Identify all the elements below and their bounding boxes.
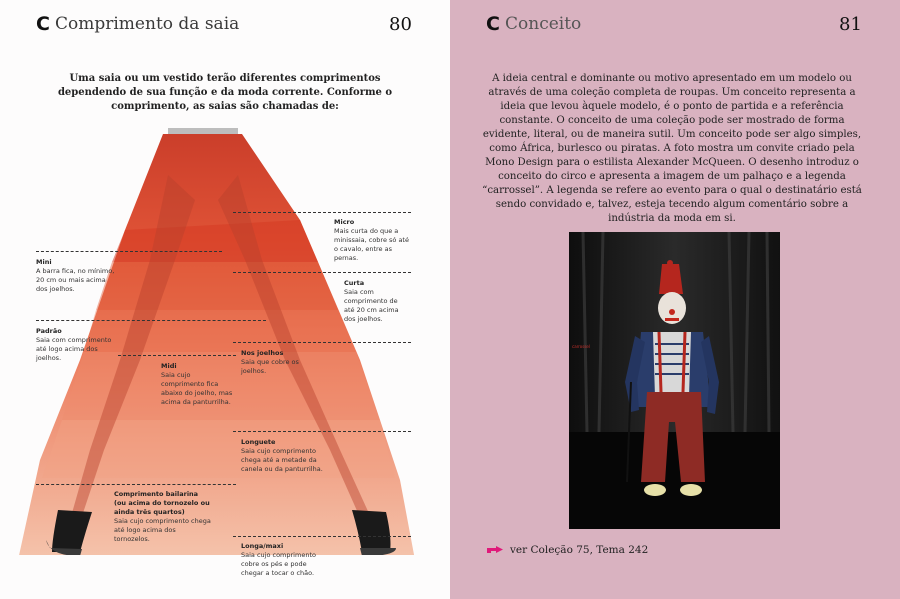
page-title: Conceito	[505, 14, 582, 34]
label-name: Longuete	[241, 438, 276, 446]
skirt-band	[96, 262, 338, 310]
label-micro	[334, 218, 412, 263]
guide-line-midi	[118, 355, 236, 356]
label-padrao	[36, 327, 112, 363]
label-bailarina	[114, 490, 212, 544]
cross-reference	[486, 544, 648, 556]
pointing-hand-icon	[486, 545, 504, 555]
section-letter: C	[486, 13, 500, 35]
intro-text: Uma saia ou um vestido terão diferentes comprimentos dependendo de sua função e da moda corrente. Conforme o comprimento, as saias são chamadas de:	[57, 73, 393, 112]
label-name: Mini	[36, 258, 52, 266]
guide-line-longa	[233, 536, 411, 537]
label-desc: Saia cujo comprimento chega até logo acima dos tornozelos.	[114, 517, 211, 543]
label-mini	[36, 258, 118, 294]
label-name: Longa/maxi	[241, 542, 284, 550]
label-longa	[241, 542, 327, 578]
label-desc: Mais curta do que a minissaia, cobre só até o cavalo, entre as pernas.	[334, 227, 409, 262]
label-longuete	[241, 438, 323, 474]
label-nos-joelhos	[241, 349, 307, 376]
svg-text:carrossel: carrossel	[572, 344, 590, 349]
label-desc: Saia cujo comprimento fica abaixo do joelho, mas acima da panturrilha.	[161, 371, 233, 406]
label-midi	[161, 362, 233, 407]
body-text: A ideia central e dominante ou motivo apresentado em um modelo ou através de uma coleção completa de roupas. Um conceito representa a ideia que levou àquele modelo, é o ponto de partida e a referência constante. O conceito de uma coleção pode ser mostrado de forma evidente, literal, ou de maneira sutil. Um conceito pode ser algo simples, como África, burlesco ou piratas. A foto mostra um convite criado pela Mono Design para o estilista Alexander McQueen. O desenho introduz o conceito do circo e apresenta a imagem de um palhaço e a legenda “carrossel”. A legenda se refere ao evento para o qual o destinatário está sendo convidado e, talvez, esteja tecendo algum comentário sobre a indústria da moda em si.	[482, 73, 862, 224]
page-title: Comprimento da saia	[55, 14, 240, 34]
page-number: 80	[389, 14, 412, 35]
label-name: Curta	[344, 279, 365, 287]
label-name: Midi	[161, 362, 177, 370]
label-desc: Saia com comprimento até logo acima dos joelhos.	[36, 336, 112, 362]
page-number: 81	[839, 14, 862, 35]
label-desc: Saia que cobre os joelhos.	[241, 358, 299, 375]
label-name: Comprimento bailarina (ou acima do tornozelo ou ainda três quartos)	[114, 490, 210, 516]
clown-photo-art	[569, 232, 780, 529]
label-name: Padrão	[36, 327, 62, 335]
section-letter: C	[36, 13, 50, 35]
label-name: Micro	[334, 218, 355, 226]
clown-photo	[569, 232, 780, 529]
guide-line-mini	[36, 251, 222, 252]
guide-line-micro	[233, 212, 411, 213]
guide-line-longuete	[233, 431, 411, 432]
label-desc: Saia cujo comprimento chega até a metade da canela ou da panturrilha.	[241, 447, 323, 473]
waistband	[168, 128, 238, 134]
label-desc: Saia cujo comprimento cobre os pés e pode chegar a tocar o chão.	[241, 551, 316, 577]
label-desc: A barra fica, no mínimo, 20 cm ou mais acima dos joelhos.	[36, 267, 115, 293]
reference-text: ver Coleção 75, Tema 242	[510, 544, 649, 556]
page-bottom	[0, 555, 450, 599]
label-curta	[344, 279, 410, 324]
guide-line-joelhos	[233, 342, 411, 343]
guide-line-padrao	[36, 320, 266, 321]
label-name: Nos joelhos	[241, 349, 284, 357]
guide-line-curta	[233, 272, 411, 273]
guide-line-bailarina	[36, 484, 236, 485]
label-desc: Saia com comprimento de até 20 cm acima dos joelhos.	[344, 288, 399, 323]
